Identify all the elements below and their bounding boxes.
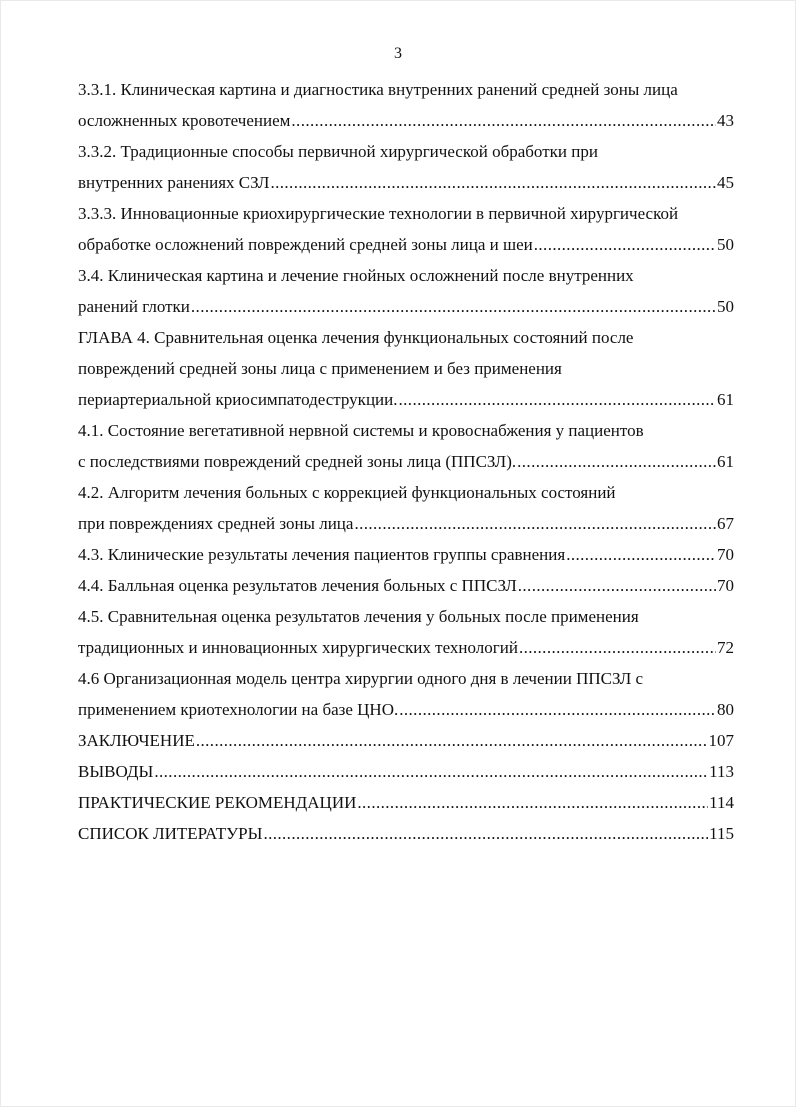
toc-entry-last-line bbox=[78, 167, 734, 198]
toc-page-number: 50 bbox=[717, 235, 734, 254]
dot-leader bbox=[517, 446, 716, 477]
dot-leader bbox=[263, 818, 708, 849]
toc-entry-last-line bbox=[78, 570, 734, 601]
toc-entry-title: внутренних ранениях СЗЛ bbox=[78, 173, 270, 192]
toc-entry[interactable] bbox=[78, 198, 734, 260]
toc-entry[interactable] bbox=[78, 787, 734, 818]
toc-entry-title: ранений глотки bbox=[78, 297, 190, 316]
toc-entry-last-line bbox=[78, 632, 734, 663]
toc-entry-title: при повреждениях средней зоны лица bbox=[78, 514, 354, 533]
toc-entry-last-line bbox=[78, 539, 734, 570]
toc-entry[interactable] bbox=[78, 539, 734, 570]
toc-entry-line: 3.3.1. Клиническая картина и диагностика внутренних ранений средней зоны лица bbox=[78, 80, 678, 99]
toc-entry-last-line bbox=[78, 787, 734, 818]
toc-page-number: 61 bbox=[717, 452, 734, 471]
toc-entry-last-line bbox=[78, 446, 734, 477]
toc-entry-title: 4.4. Балльная оценка результатов лечения больных с ППСЗЛ bbox=[78, 576, 517, 595]
toc-entry[interactable] bbox=[78, 756, 734, 787]
toc-entry[interactable] bbox=[78, 260, 734, 322]
dot-leader bbox=[399, 694, 716, 725]
toc-entry[interactable] bbox=[78, 322, 734, 415]
toc-entry-last-line bbox=[78, 725, 734, 756]
toc-entry-title: ЗАКЛЮЧЕНИЕ bbox=[78, 731, 195, 750]
toc-entry-last-line bbox=[78, 229, 734, 260]
toc-entry[interactable] bbox=[78, 663, 734, 725]
toc-page-number: 107 bbox=[708, 731, 734, 750]
toc-entry[interactable] bbox=[78, 74, 734, 136]
toc-entry[interactable] bbox=[78, 477, 734, 539]
dot-leader bbox=[291, 105, 716, 136]
toc-page-number: 45 bbox=[717, 173, 734, 192]
dot-leader bbox=[399, 384, 717, 415]
dot-leader bbox=[357, 787, 708, 818]
toc-entry-title: обработке осложнений повреждений средней зоны лица и шеи bbox=[78, 235, 533, 254]
toc-entry-line: повреждений средней зоны лица с применением и без применения bbox=[78, 359, 562, 378]
toc-page-number: 61 bbox=[717, 390, 734, 409]
toc-page-number: 70 bbox=[717, 576, 734, 595]
toc-page-number: 115 bbox=[709, 824, 734, 843]
toc-entry-last-line bbox=[78, 105, 734, 136]
toc-entry-line: 4.6 Организационная модель центра хирургии одного дня в лечении ППСЗЛ с bbox=[78, 669, 644, 688]
dot-leader bbox=[534, 229, 716, 260]
toc-entry-line: 3.3.3. Инновационные криохирургические технологии в первичной хирургической bbox=[78, 204, 679, 223]
toc-entry-line: 4.1. Состояние вегетативной нервной системы и кровоснабжения у пациентов bbox=[78, 421, 644, 440]
toc-entry-last-line bbox=[78, 508, 734, 539]
toc-entry-last-line bbox=[78, 818, 734, 849]
toc-entry-line: ГЛАВА 4. Сравнительная оценка лечения функциональных состояний после bbox=[78, 328, 634, 347]
toc-entry-last-line bbox=[78, 384, 734, 415]
toc-entry-title: применением криотехнологии на базе ЦНО. bbox=[78, 700, 399, 719]
toc-entry-last-line bbox=[78, 291, 734, 322]
toc-entry-last-line bbox=[78, 756, 734, 787]
toc-entry-line: 3.3.2. Традиционные способы первичной хирургической обработки при bbox=[78, 142, 598, 161]
dot-leader bbox=[566, 539, 716, 570]
toc-entry[interactable] bbox=[78, 136, 734, 198]
dot-leader bbox=[154, 756, 708, 787]
dot-leader bbox=[191, 291, 716, 322]
table-of-contents bbox=[78, 74, 734, 849]
dot-leader bbox=[519, 632, 716, 663]
toc-entry-title: осложненных кровотечением bbox=[78, 111, 291, 130]
toc-entry[interactable] bbox=[78, 818, 734, 849]
toc-page-number: 80 bbox=[717, 700, 734, 719]
toc-page-number: 113 bbox=[709, 762, 734, 781]
toc-entry-title: с последствиями повреждений средней зоны лица (ППСЗЛ). bbox=[78, 452, 517, 471]
page-number: 3 bbox=[394, 45, 402, 62]
toc-entry-title: ПРАКТИЧЕСКИЕ РЕКОМЕНДАЦИИ bbox=[78, 793, 357, 812]
toc-page-number: 72 bbox=[717, 638, 734, 657]
toc-entry[interactable] bbox=[78, 415, 734, 477]
toc-page-number: 114 bbox=[709, 793, 734, 812]
dot-leader bbox=[270, 167, 716, 198]
toc-entry-title: периартериальной криосимпатодеструкции. bbox=[78, 390, 398, 409]
toc-entry-title: 4.3. Клинические результаты лечения пациентов группы сравнения bbox=[78, 545, 566, 564]
dot-leader bbox=[196, 725, 708, 756]
toc-entry[interactable] bbox=[78, 725, 734, 756]
toc-entry-title: ВЫВОДЫ bbox=[78, 762, 154, 781]
toc-entry-line: 3.4. Клиническая картина и лечение гнойных осложнений после внутренних bbox=[78, 266, 634, 285]
toc-entry-last-line bbox=[78, 694, 734, 725]
toc-entry-title: традиционных и инновационных хирургических технологий bbox=[78, 638, 518, 657]
toc-entry-line: 4.5. Сравнительная оценка результатов лечения у больных после применения bbox=[78, 607, 639, 626]
dot-leader bbox=[354, 508, 716, 539]
toc-entry[interactable] bbox=[78, 570, 734, 601]
toc-page-number: 43 bbox=[717, 111, 734, 130]
toc-page-number: 67 bbox=[717, 514, 734, 533]
dot-leader bbox=[518, 570, 716, 601]
toc-entry[interactable] bbox=[78, 601, 734, 663]
toc-entry-line: 4.2. Алгоритм лечения больных с коррекцией функциональных состояний bbox=[78, 483, 616, 502]
toc-entry-title: СПИСОК ЛИТЕРАТУРЫ bbox=[78, 824, 263, 843]
toc-page-number: 50 bbox=[717, 297, 734, 316]
toc-page-number: 70 bbox=[717, 545, 734, 564]
